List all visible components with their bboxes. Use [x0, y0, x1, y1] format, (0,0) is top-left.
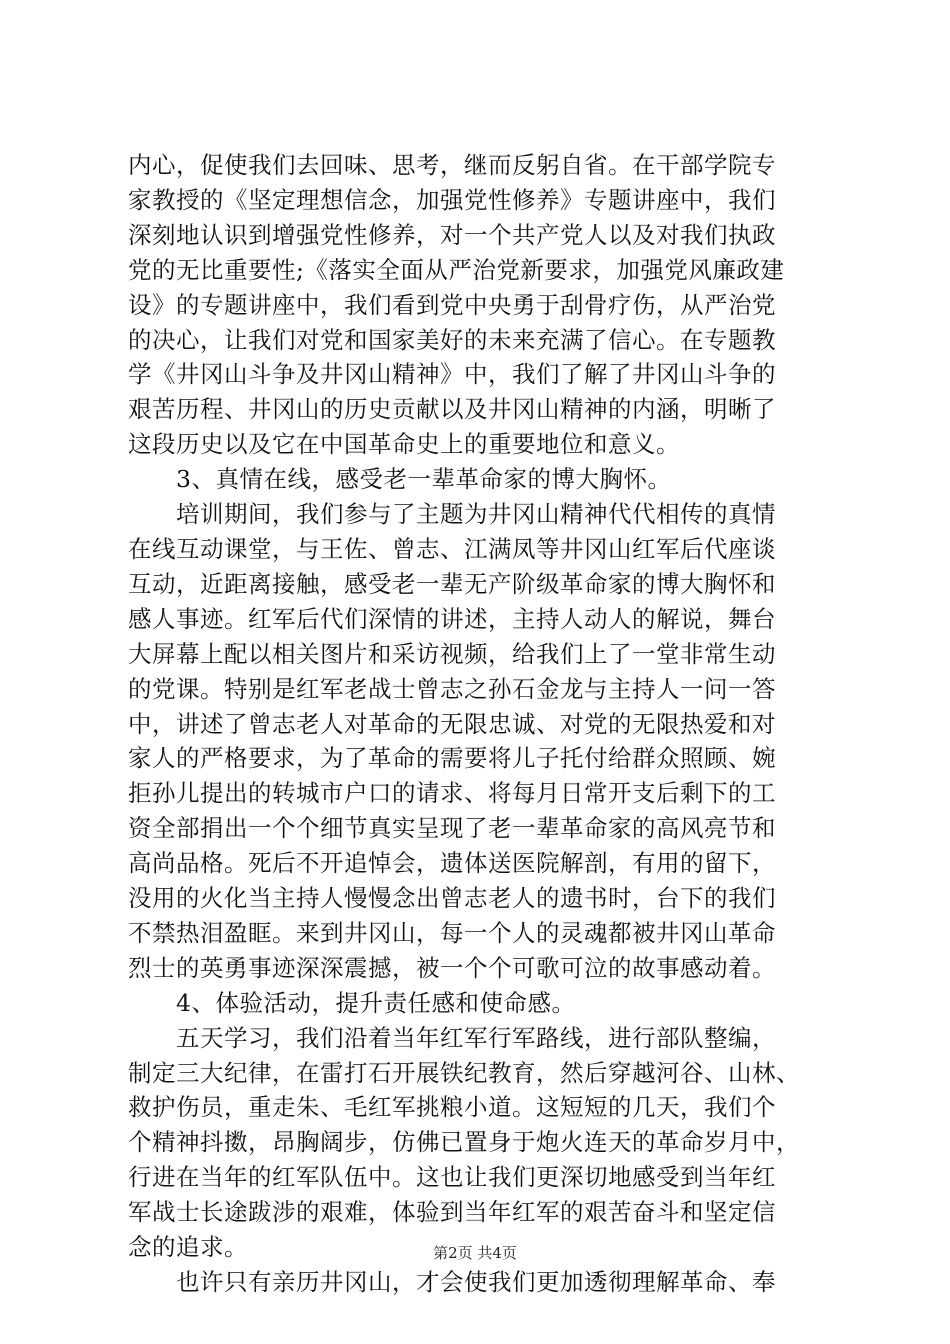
text-line: 的党课。特别是红军老战士曾志之孙石金龙与主持人一问一答 [128, 674, 776, 703]
body-text [128, 148, 828, 1300]
text-line: 个精神抖擞，昂胸阔步，仿佛已置身于炮火连天的革命岁月中， [128, 1128, 800, 1157]
text-line: 没用的火化当主持人慢慢念出曾志老人的遗书时，台下的我们 [128, 884, 776, 913]
text-line: 深刻地认识到增强党性修养，对一个共产党人以及对我们执政 [128, 220, 776, 249]
text-line: 制定三大纪律，在雷打石开展铁纪教育，然后穿越河谷、山林、 [128, 1058, 800, 1087]
text-line: 艰苦历程、井冈山的历史贡献以及井冈山精神的内涵，明晰了 [128, 395, 776, 424]
text-line: 也许只有亲历井冈山，才会使我们更加透彻理解革命、奉 [128, 1268, 776, 1296]
text-line: 这段历史以及它在中国革命史上的重要地位和意义。 [128, 430, 680, 459]
page-number-label: 第2页 共4页 [433, 1244, 517, 1262]
text-line: 五天学习，我们沿着当年红军行军路线，进行部队整编， [128, 1023, 776, 1052]
text-line: 党的无比重要性;《落实全面从严治党新要求，加强党风廉政建 [128, 255, 785, 284]
text-line: 中，讲述了曾志老人对革命的无限忠诚、对党的无限热爱和对 [128, 709, 776, 738]
text-line: 培训期间，我们参与了主题为井冈山精神代代相传的真情 [128, 500, 776, 529]
text-line: 不禁热泪盈眶。来到井冈山，每一个人的灵魂都被井冈山革命 [128, 918, 776, 947]
text-line: 学《井冈山斗争及井冈山精神》中，我们了解了井冈山斗争的 [128, 360, 776, 389]
text-line: 设》的专题讲座中，我们看到党中央勇于刮骨疗伤，从严治党 [128, 290, 776, 319]
text-line: 大屏幕上配以相关图片和采访视频，给我们上了一堂非常生动 [128, 639, 776, 668]
text-line: 感人事迹。红军后代们深情的讲述，主持人动人的解说，舞台 [128, 604, 776, 633]
text-line: 高尚品格。死后不开追悼会，遗体送医院解剖，有用的留下， [128, 849, 776, 878]
text-line: 救护伤员，重走朱、毛红军挑粮小道。这短短的几天，我们个 [128, 1093, 776, 1122]
text-line: 资全部捐出一个个细节真实呈现了老一辈革命家的高风亮节和 [128, 814, 776, 843]
text-line: 互动，近距离接触，感受老一辈无产阶级革命家的博大胸怀和 [128, 569, 776, 598]
text-line: 内心，促使我们去回味、思考，继而反躬自省。在干部学院专 [128, 151, 776, 179]
section-heading-4: 4、体验活动，提升责任感和使命感。 [128, 988, 576, 1017]
text-line: 烈士的英勇事迹深深震撼，被一个个可歌可泣的故事感动着。 [128, 953, 776, 982]
section-heading-3: 3、真情在线，感受老一辈革命家的博大胸怀。 [128, 465, 672, 494]
text-line: 念的追求。 [128, 1233, 248, 1262]
text-line: 行进在当年的红军队伍中。这也让我们更深切地感受到当年红 [128, 1163, 776, 1192]
text-line: 军战士长途跋涉的艰难，体验到当年红军的艰苦奋斗和坚定信 [128, 1198, 776, 1227]
text-line: 家教授的《坚定理想信念，加强党性修养》专题讲座中，我们 [128, 185, 776, 214]
text-line: 在线互动课堂，与王佐、曾志、江满凤等井冈山红军后代座谈 [128, 534, 776, 563]
text-line: 拒孙儿提出的转城市户口的请求、将每月日常开支后剩下的工 [128, 779, 776, 808]
page-footer [0, 1242, 950, 1263]
text-line: 家人的严格要求，为了革命的需要将儿子托付给群众照顾、婉 [128, 744, 776, 773]
text-line: 的决心，让我们对党和国家美好的未来充满了信心。在专题教 [128, 325, 776, 354]
